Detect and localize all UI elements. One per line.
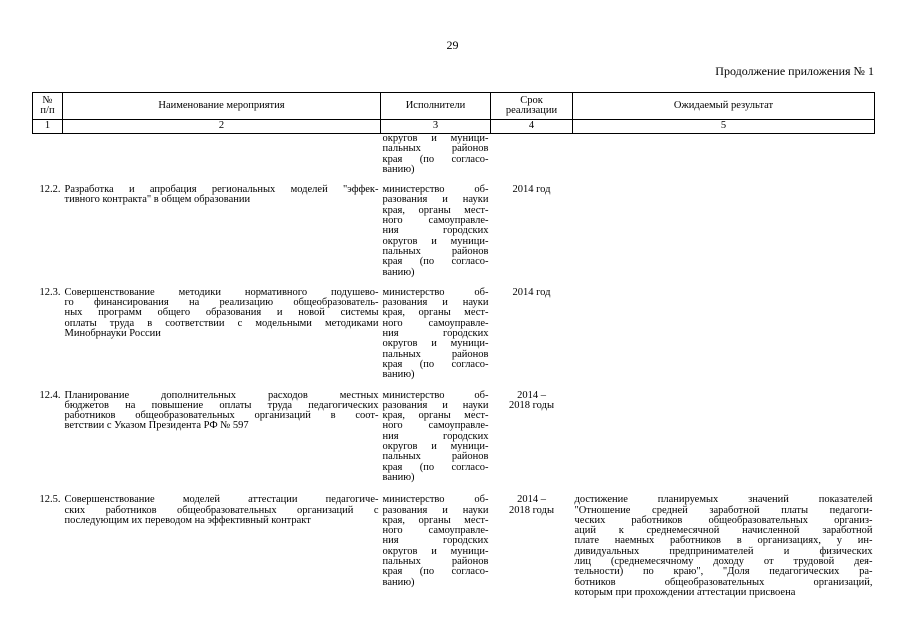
table-header-row bbox=[33, 93, 875, 120]
text-line: ванию) bbox=[382, 266, 415, 278]
text-line: округов и муници- bbox=[382, 338, 489, 350]
text-line: края, органы мест- bbox=[382, 307, 489, 319]
table-row bbox=[33, 175, 875, 278]
text-line: ветствии с Указом Президента РФ № 597 bbox=[64, 420, 249, 432]
text-line: тивного контракта" в общем образовании bbox=[64, 194, 251, 206]
expected-result bbox=[573, 278, 875, 381]
executors bbox=[381, 483, 491, 598]
text-line: реализации bbox=[505, 105, 558, 116]
text-line: министерство об- bbox=[382, 286, 489, 298]
text-line: ния городских bbox=[382, 328, 489, 340]
continued-executors bbox=[381, 134, 491, 176]
text-line: края (по согласо- bbox=[382, 461, 489, 473]
text-line: Планирование дополнительных расходов местных bbox=[64, 389, 379, 401]
activity-name bbox=[63, 381, 381, 484]
table-row bbox=[33, 278, 875, 381]
text-line: достижение планируемых значений показателей bbox=[574, 494, 873, 506]
text-line: пальных районов bbox=[382, 555, 489, 567]
text-line: 12.3. bbox=[39, 286, 61, 298]
text-line: пальных районов bbox=[382, 245, 489, 257]
row-number bbox=[33, 278, 63, 381]
text-line: Срок bbox=[520, 94, 543, 106]
row-number bbox=[33, 175, 63, 278]
text-line: Разработка и апробация региональных моделей "эффек- bbox=[64, 184, 379, 196]
text-line: министерство об- bbox=[382, 389, 489, 401]
activity-name bbox=[63, 278, 381, 381]
text-line: пальных районов bbox=[382, 348, 489, 360]
column-number: 4 bbox=[491, 120, 573, 134]
continued-row bbox=[33, 134, 875, 176]
text-line: 12.5. bbox=[39, 494, 61, 506]
text-line: ванию) bbox=[382, 471, 415, 483]
column-number: 1 bbox=[33, 120, 63, 134]
implementation-term bbox=[491, 175, 573, 278]
text-line: ванию) bbox=[382, 369, 415, 381]
text-line: округов и муници- bbox=[382, 235, 489, 247]
text-line: округов и муници- bbox=[382, 133, 489, 144]
text-line: края (по согласо- bbox=[382, 566, 489, 578]
text-line: плате наемных работников в организациях, у ин- bbox=[574, 535, 873, 547]
text-line: 12.4. bbox=[39, 389, 61, 401]
text-line: 2014 год bbox=[512, 286, 551, 298]
text-line: лиц (среднемесячному доходу от трудовой дея- bbox=[574, 555, 873, 567]
text-line: го финансирования на реализацию общеобразователь- bbox=[64, 297, 379, 309]
text-line: № bbox=[42, 94, 53, 106]
text-line: Совершенствование моделей аттестации педагогиче- bbox=[64, 494, 379, 506]
text-line: 2014 – bbox=[517, 494, 546, 506]
column-number-row bbox=[33, 120, 875, 134]
text-line: округов и муници- bbox=[382, 441, 489, 453]
activity-name bbox=[63, 483, 381, 598]
text-line: работников общеобразовательных организаций в соот- bbox=[64, 410, 379, 422]
text-line: ных программ общего образования и новой системы bbox=[64, 307, 379, 319]
text-line: дивидуальных предпринимателей и физических bbox=[574, 545, 873, 557]
text-line: разования и науки bbox=[382, 297, 489, 309]
text-line: бюджетов на повышение оплаты труда педагогических bbox=[64, 399, 379, 411]
activities-table bbox=[32, 92, 875, 598]
text-line: последующим их переводом на эффективный контракт bbox=[64, 514, 311, 526]
text-line: министерство об- bbox=[382, 184, 489, 196]
expected-result bbox=[573, 483, 875, 598]
header-term bbox=[491, 93, 573, 120]
text-line: п/п bbox=[40, 105, 55, 116]
text-line: округов и муници- bbox=[382, 545, 489, 557]
text-line: края (по согласо- bbox=[382, 153, 489, 165]
text-line: которым при прохождении аттестации присвоена bbox=[574, 586, 796, 598]
expected-result bbox=[573, 175, 875, 278]
text-line: ванию) bbox=[382, 576, 415, 588]
text-line: края, органы мест- bbox=[382, 514, 489, 526]
header-num bbox=[33, 93, 63, 120]
text-line: пальных районов bbox=[382, 143, 489, 155]
continuation-caption: Продолжение приложения № 1 bbox=[715, 64, 874, 78]
text-line: оплаты труда в соответствии с модельными методиками bbox=[64, 317, 379, 329]
text-line: тельности) по краю", "Доля педагогических ра- bbox=[574, 566, 873, 578]
text-line: Исполнители bbox=[405, 99, 466, 111]
text-line: ного самоуправле- bbox=[382, 525, 489, 537]
text-line: ного самоуправле- bbox=[382, 215, 489, 227]
text-line: 2014 год bbox=[512, 184, 551, 196]
text-line: разования и науки bbox=[382, 194, 489, 206]
text-line: края, органы мест- bbox=[382, 410, 489, 422]
table-row bbox=[33, 483, 875, 598]
text-line: Минобрнауки России bbox=[64, 328, 161, 340]
text-line: министерство об- bbox=[382, 494, 489, 506]
implementation-term bbox=[491, 483, 573, 598]
text-line: 2018 годы bbox=[508, 504, 554, 516]
row-number bbox=[33, 381, 63, 484]
header-executors bbox=[381, 93, 491, 120]
text-line: аций к среднемесячной начисленной заработной bbox=[574, 525, 873, 537]
text-line: края (по согласо- bbox=[382, 358, 489, 370]
text-line: 2018 годы bbox=[508, 399, 554, 411]
text-line: Ожидаемый результат bbox=[673, 99, 774, 111]
text-line: ного самоуправле- bbox=[382, 420, 489, 432]
table-row bbox=[33, 381, 875, 484]
expected-result bbox=[573, 381, 875, 484]
column-number: 3 bbox=[381, 120, 491, 134]
text-line: ния городских bbox=[382, 535, 489, 547]
implementation-term bbox=[491, 381, 573, 484]
text-line: разования и науки bbox=[382, 504, 489, 516]
text-line: ния городских bbox=[382, 430, 489, 442]
activity-name bbox=[63, 175, 381, 278]
text-line: ботников общеобразовательных организаций, bbox=[574, 576, 873, 588]
text-line: ческих работников общеобразовательных организ- bbox=[574, 514, 873, 526]
text-line: Наименование мероприятия bbox=[158, 99, 285, 111]
text-line: края, органы мест- bbox=[382, 204, 489, 216]
executors bbox=[381, 278, 491, 381]
column-number: 2 bbox=[63, 120, 381, 134]
column-number: 5 bbox=[573, 120, 875, 134]
text-line: 12.2. bbox=[39, 184, 61, 196]
text-line: ного самоуправле- bbox=[382, 317, 489, 329]
header-result bbox=[573, 93, 875, 120]
row-number bbox=[33, 483, 63, 598]
executors bbox=[381, 381, 491, 484]
text-line: ских работников общеобразовательных организаций с bbox=[64, 504, 379, 516]
text-line: пальных районов bbox=[382, 451, 489, 463]
text-line: ния городских bbox=[382, 225, 489, 237]
text-line: разования и науки bbox=[382, 399, 489, 411]
text-line: 2014 – bbox=[517, 389, 546, 401]
text-line: "Отношение средней заработной платы педагоги- bbox=[574, 504, 873, 516]
text-line: края (по согласо- bbox=[382, 256, 489, 268]
executors bbox=[381, 175, 491, 278]
implementation-term bbox=[491, 278, 573, 381]
header-name bbox=[63, 93, 381, 120]
text-line: Совершенствование методики нормативного подушево- bbox=[64, 286, 379, 298]
page-number: 29 bbox=[446, 38, 459, 52]
text-line: ванию) bbox=[382, 163, 415, 175]
